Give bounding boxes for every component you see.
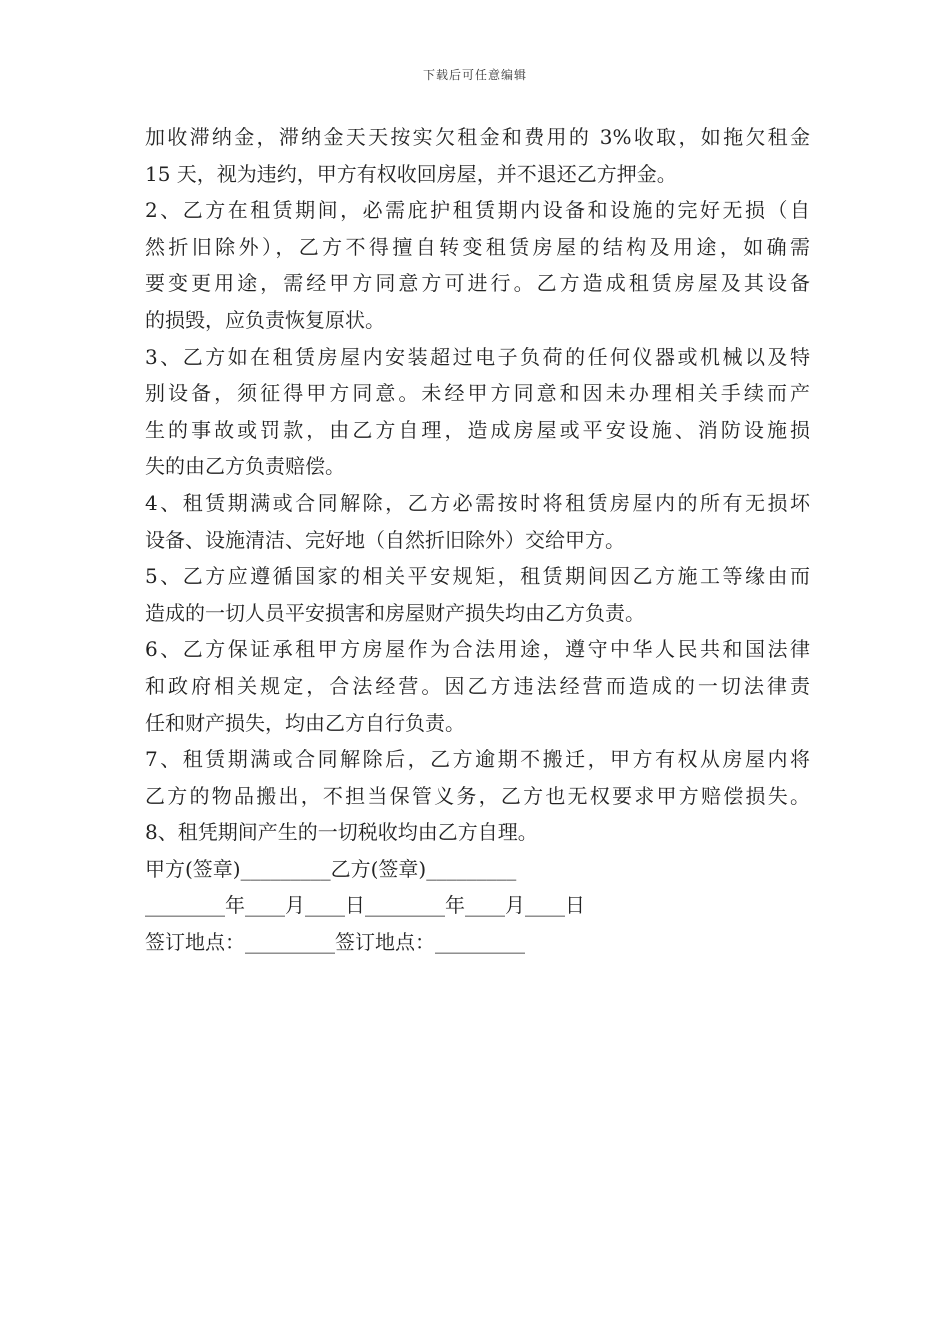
text-line: 15 天，视为违约，甲方有权收回房屋，并不退还乙方押金。	[145, 161, 677, 186]
text-line: 3、乙方如在租赁房屋内安装超过电子负荷的任何仪器或机械以及特	[145, 344, 810, 369]
text-line: 别设备，须征得甲方同意。未经甲方同意和因未办理相关手续而产	[145, 381, 810, 406]
text-line: 生的事故或罚款，由乙方自理，造成房屋或平安设施、消防设施损	[145, 417, 810, 442]
text-line: 7、租赁期满或合同解除后，乙方逾期不搬迁，甲方有权从房屋内将	[145, 747, 810, 772]
text-line: 加收滞纳金，滞纳金天天按实欠租金和费用的 3%收取，如拖欠租金	[145, 125, 810, 149]
text-line: 设备、设施清洁、完好地（自然折旧除外）交给甲方。	[145, 527, 625, 552]
text-line: 5、乙方应遵循国家的相关平安规矩，租赁期间因乙方施工等缘由而	[145, 564, 810, 589]
text-line: 8、租凭期间产生的一切税收均由乙方自理。	[145, 820, 538, 845]
text-line: 任和财产损失，均由乙方自行负责。	[145, 710, 465, 735]
text-line: 2、乙方在租赁期间，必需庇护租赁期内设备和设施的完好无损（自	[145, 198, 810, 223]
text-line: 和政府相关规定，合法经营。因乙方违法经营而造成的一切法律责	[145, 673, 810, 698]
date-line: ________年____月____日________年____月____日	[145, 893, 585, 918]
signature-line: 甲方(签章)_________乙方(签章)_________	[145, 856, 517, 881]
location-line: 签订地点：_________签订地点：_________	[145, 930, 525, 955]
text-line: 失的由乙方负责赔偿。	[145, 454, 345, 479]
text-line: 要变更用途，需经甲方同意方可进行。乙方造成租赁房屋及其设备	[145, 271, 810, 296]
contract-body	[145, 119, 810, 961]
text-line: 乙方的物品搬出，不担当保管义务，乙方也无权要求甲方赔偿损失。	[145, 783, 810, 808]
text-line: 的损毁，应负责恢复原状。	[145, 307, 385, 332]
header-note: 下载后可任意编辑	[422, 68, 527, 82]
text-line: 6、乙方保证承租甲方房屋作为合法用途，遵守中华人民共和国法律	[145, 637, 810, 662]
text-line: 造成的一切人员平安损害和房屋财产损失均由乙方负责。	[145, 600, 645, 625]
text-line: 4、租赁期满或合同解除，乙方必需按时将租赁房屋内的所有无损坏	[145, 490, 810, 515]
text-line: 然折旧除外），乙方不得擅自转变租赁房屋的结构及用途，如确需	[145, 234, 810, 259]
